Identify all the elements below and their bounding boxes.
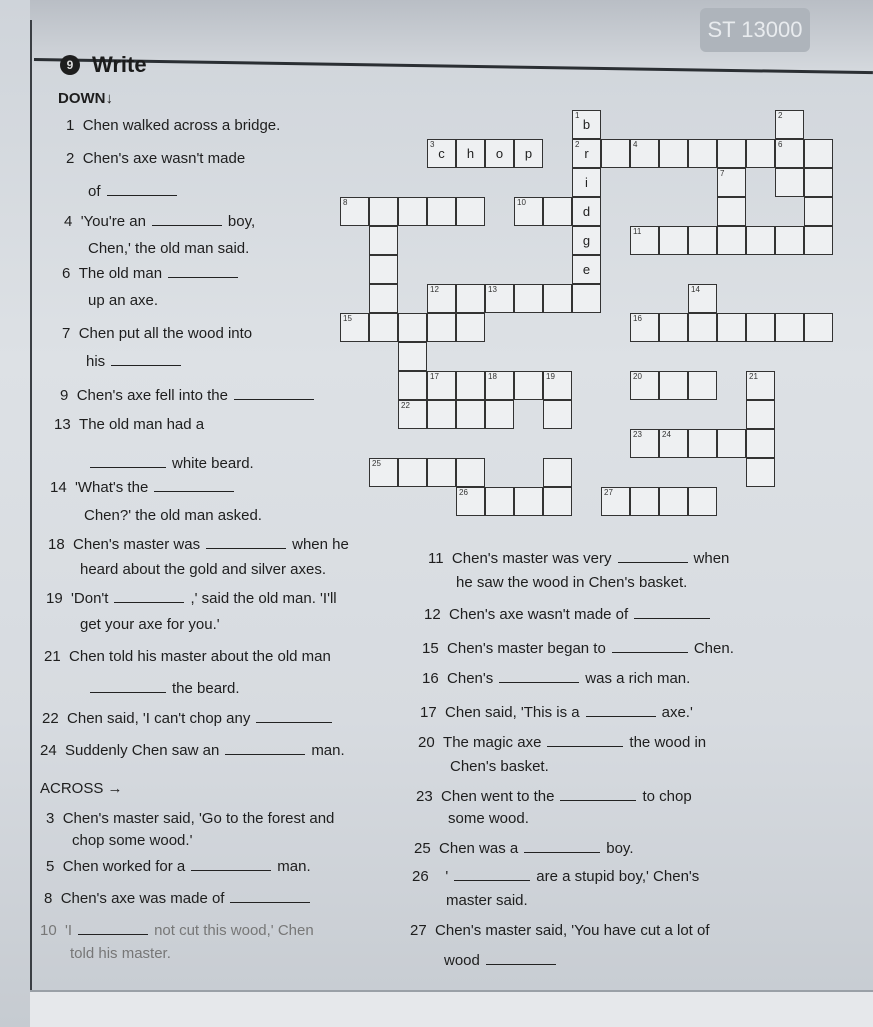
crossword-cell[interactable]: [485, 284, 514, 313]
crossword-cell[interactable]: [572, 284, 601, 313]
down-clue-19: 19 'Don't ,' said the old man. 'I'll: [46, 590, 337, 607]
across-clue-11: 11 Chen's master was very when: [428, 550, 730, 567]
crossword-cell[interactable]: [775, 168, 804, 197]
down-clue-2: 2 Chen's axe wasn't made: [66, 150, 246, 167]
across-clue-16: 16 Chen's was a rich man.: [422, 670, 691, 687]
crossword-cell[interactable]: [630, 371, 659, 400]
cell-number: 11: [633, 227, 642, 236]
down-clue-4: 4 'You're an boy,: [64, 213, 256, 230]
crossword-cell[interactable]: [514, 487, 543, 516]
answer-blank[interactable]: [154, 481, 234, 492]
crossword-cell[interactable]: [398, 313, 427, 342]
down-clue-14-cont: Chen?' the old man asked.: [84, 507, 262, 524]
crossword-cell[interactable]: [804, 197, 833, 226]
cell-letter: e: [582, 262, 591, 277]
crossword-cell[interactable]: [572, 139, 601, 168]
crossword-cell[interactable]: [485, 371, 514, 400]
page-left-edge: [30, 20, 32, 1027]
crossword-cell[interactable]: [630, 429, 659, 458]
down-clue-14: 14 'What's the: [50, 479, 240, 496]
down-clue-1: 1 Chen walked across a bridge.: [66, 117, 281, 134]
crossword-cell[interactable]: [688, 313, 717, 342]
down-heading: DOWN↓: [58, 90, 113, 107]
crossword-cell[interactable]: [659, 313, 688, 342]
crossword-cell[interactable]: [746, 429, 775, 458]
across-clue-3-cont: chop some wood.': [72, 832, 193, 849]
answer-blank[interactable]: [78, 924, 148, 935]
down-clue-2-cont: of: [88, 183, 183, 200]
answer-blank[interactable]: [586, 706, 656, 717]
crossword-cell[interactable]: [572, 110, 601, 139]
down-clue-7: 7 Chen put all the wood into: [62, 325, 253, 342]
across-clue-17: 17 Chen said, 'This is a axe.': [420, 704, 693, 721]
crossword-cell[interactable]: [456, 458, 485, 487]
cell-number: 7: [720, 169, 725, 178]
answer-blank[interactable]: [634, 608, 710, 619]
crossword-cell[interactable]: [717, 313, 746, 342]
down-clue-6-cont: up an axe.: [88, 292, 159, 309]
crossword-cell[interactable]: [456, 197, 485, 226]
across-clue-8: 8 Chen's axe was made of: [44, 890, 316, 907]
cell-letter: p: [524, 146, 533, 161]
crossword-cell[interactable]: [717, 168, 746, 197]
crossword-cell[interactable]: [543, 197, 572, 226]
crossword-cell[interactable]: [630, 313, 659, 342]
cell-number: 2: [778, 111, 783, 120]
crossword-cell[interactable]: [804, 313, 833, 342]
crossword-cell[interactable]: [572, 168, 601, 197]
cell-number: 25: [372, 459, 381, 468]
crossword-cell[interactable]: [514, 139, 543, 168]
cell-letter: d: [582, 204, 591, 219]
down-clue-18-cont: heard about the gold and silver axes.: [80, 561, 326, 578]
crossword-cell[interactable]: [659, 429, 688, 458]
crossword-cell[interactable]: [572, 255, 601, 284]
answer-blank[interactable]: [547, 736, 623, 747]
across-clue-5: 5 Chen worked for a man.: [46, 858, 311, 875]
crossword-cell[interactable]: [543, 400, 572, 429]
crossword-cell[interactable]: [572, 197, 601, 226]
cell-number: 26: [459, 488, 468, 497]
crossword-cell[interactable]: [775, 139, 804, 168]
crossword-cell[interactable]: [717, 197, 746, 226]
crossword-cell[interactable]: [543, 284, 572, 313]
answer-blank[interactable]: [524, 842, 600, 853]
crossword-cell[interactable]: [514, 284, 543, 313]
answer-blank[interactable]: [486, 954, 556, 965]
cell-number: 14: [691, 285, 700, 294]
crossword-cell[interactable]: [659, 371, 688, 400]
answer-blank[interactable]: [90, 457, 166, 468]
across-clue-26: 26 ' are a stupid boy,' Chen's: [412, 868, 700, 885]
answer-blank[interactable]: [90, 682, 166, 693]
cell-number: 19: [546, 372, 555, 381]
cell-letter: g: [582, 233, 591, 248]
crossword-cell[interactable]: [398, 458, 427, 487]
crossword-cell[interactable]: [688, 371, 717, 400]
down-clue-13-cont: white beard.: [84, 455, 254, 472]
cell-number: 20: [633, 372, 642, 381]
down-clue-24: 24 Suddenly Chen saw an man.: [40, 742, 345, 759]
across-clue-23: 23 Chen went to the to chop: [416, 788, 692, 805]
crossword-cell[interactable]: [746, 313, 775, 342]
cell-number: 4: [633, 140, 638, 149]
crossword-cell[interactable]: [369, 197, 398, 226]
crossword-cell[interactable]: [543, 458, 572, 487]
crossword-cell[interactable]: [659, 226, 688, 255]
crossword-cell[interactable]: [601, 487, 630, 516]
exercise-title: Write: [92, 52, 147, 77]
cell-number: 8: [343, 198, 348, 207]
crossword-cell[interactable]: [398, 342, 427, 371]
answer-blank[interactable]: [107, 185, 177, 196]
crossword-cell[interactable]: [746, 139, 775, 168]
crossword-cell[interactable]: [340, 197, 369, 226]
cell-letter: i: [585, 175, 588, 190]
crossword-cell[interactable]: [485, 139, 514, 168]
crossword-cell[interactable]: [804, 168, 833, 197]
crossword-cell[interactable]: [688, 284, 717, 313]
down-clue-6: 6 The old man: [62, 265, 244, 282]
across-clue-20: 20 The magic axe the wood in: [418, 734, 707, 751]
crossword-cell[interactable]: [804, 139, 833, 168]
crossword-cell[interactable]: [775, 226, 804, 255]
crossword-cell[interactable]: [456, 371, 485, 400]
crossword-cell[interactable]: [717, 226, 746, 255]
across-clue-11-cont: he saw the wood in Chen's basket.: [456, 574, 688, 591]
answer-blank[interactable]: [191, 860, 271, 871]
across-clue-10: 10 'I not cut this wood,' Chen: [40, 922, 314, 939]
down-clue-18: 18 Chen's master was when he: [48, 536, 349, 553]
crossword-cell[interactable]: [514, 197, 543, 226]
crossword-cell[interactable]: [746, 371, 775, 400]
cell-letter: h: [466, 146, 475, 161]
answer-blank[interactable]: [560, 790, 636, 801]
crossword-cell[interactable]: [427, 284, 456, 313]
answer-blank[interactable]: [230, 892, 310, 903]
across-clue-20-cont: Chen's basket.: [450, 758, 549, 775]
crossword-cell[interactable]: [746, 226, 775, 255]
crossword-cell[interactable]: [514, 371, 543, 400]
crossword-cell[interactable]: [572, 226, 601, 255]
corner-badge: ST 13000: [700, 8, 810, 52]
crossword-cell[interactable]: [369, 284, 398, 313]
cell-letter: o: [495, 146, 504, 161]
answer-blank[interactable]: [152, 215, 222, 226]
across-clue-12: 12 Chen's axe wasn't made of: [424, 606, 716, 623]
crossword-cell[interactable]: [688, 429, 717, 458]
crossword-cell[interactable]: [427, 313, 456, 342]
cell-number: 27: [604, 488, 613, 497]
crossword-cell[interactable]: [543, 487, 572, 516]
across-heading: ACROSS →: [40, 780, 123, 797]
down-clue-7-cont: his: [86, 353, 187, 370]
cell-number: 17: [430, 372, 439, 381]
crossword-cell[interactable]: [688, 226, 717, 255]
crossword-cell[interactable]: [746, 458, 775, 487]
crossword-cell[interactable]: [427, 371, 456, 400]
cell-number: 15: [343, 314, 352, 323]
cell-number: 3: [430, 140, 435, 149]
crossword-cell[interactable]: [630, 487, 659, 516]
crossword-cell[interactable]: [427, 458, 456, 487]
answer-blank[interactable]: [206, 538, 286, 549]
cell-number: 12: [430, 285, 439, 294]
answer-blank[interactable]: [618, 552, 688, 563]
crossword-cell[interactable]: [340, 313, 369, 342]
across-clue-27-cont: wood: [444, 952, 562, 969]
cell-number: 18: [488, 372, 497, 381]
crossword-cell[interactable]: [601, 139, 630, 168]
crossword-cell[interactable]: [398, 197, 427, 226]
down-clue-4-cont: Chen,' the old man said.: [88, 240, 250, 257]
down-clue-22: 22 Chen said, 'I can't chop any: [42, 710, 338, 727]
cell-number: 2: [575, 140, 580, 149]
across-clue-25: 25 Chen was a boy.: [414, 840, 634, 857]
crossword-cell[interactable]: [717, 429, 746, 458]
answer-blank[interactable]: [256, 712, 332, 723]
crossword-cell[interactable]: [775, 313, 804, 342]
down-clue-19-cont: get your axe for you.': [80, 616, 220, 633]
cell-number: 1: [575, 111, 580, 120]
crossword-cell[interactable]: [804, 226, 833, 255]
across-clue-23-cont: some wood.: [448, 810, 529, 827]
down-clue-9: 9 Chen's axe fell into the: [60, 387, 320, 404]
crossword-cell[interactable]: [659, 139, 688, 168]
page-bottom-strip: [30, 990, 873, 1027]
crossword-cell[interactable]: [543, 371, 572, 400]
answer-blank[interactable]: [499, 672, 579, 683]
cell-number: 6: [778, 140, 783, 149]
crossword-cell[interactable]: [456, 313, 485, 342]
crossword-cell[interactable]: [630, 139, 659, 168]
cell-letter: r: [584, 146, 589, 161]
answer-blank[interactable]: [234, 389, 314, 400]
crossword-cell[interactable]: [456, 400, 485, 429]
down-clue-13: 13 The old man had a: [54, 416, 205, 433]
crossword-cell[interactable]: [746, 400, 775, 429]
crossword-cell[interactable]: [398, 400, 427, 429]
down-clue-21-cont: the beard.: [84, 680, 240, 697]
crossword-cell[interactable]: [630, 226, 659, 255]
cell-number: 22: [401, 401, 410, 410]
answer-blank[interactable]: [111, 355, 181, 366]
down-clue-21: 21 Chen told his master about the old man: [44, 648, 331, 665]
cell-letter: b: [582, 117, 591, 132]
crossword-cell[interactable]: [369, 458, 398, 487]
crossword-cell[interactable]: [427, 139, 456, 168]
crossword-grid: [340, 110, 840, 530]
answer-blank[interactable]: [454, 870, 530, 881]
answer-blank[interactable]: [114, 592, 184, 603]
crossword-cell[interactable]: [659, 487, 688, 516]
cell-letter: c: [438, 146, 445, 161]
across-clue-15: 15 Chen's master began to Chen.: [422, 640, 734, 657]
crossword-cell[interactable]: [427, 197, 456, 226]
across-clue-10-cont: told his master.: [70, 945, 171, 962]
crossword-cell[interactable]: [369, 313, 398, 342]
crossword-cell[interactable]: [688, 139, 717, 168]
across-clue-3: 3 Chen's master said, 'Go to the forest and: [46, 810, 335, 827]
crossword-cell[interactable]: [369, 255, 398, 284]
cell-number: 23: [633, 430, 642, 439]
cell-number: 21: [749, 372, 758, 381]
cell-number: 13: [488, 285, 497, 294]
answer-blank[interactable]: [225, 744, 305, 755]
crossword-cell[interactable]: [485, 487, 514, 516]
crossword-cell[interactable]: [775, 110, 804, 139]
crossword-cell[interactable]: [485, 400, 514, 429]
answer-blank[interactable]: [168, 267, 238, 278]
crossword-cell[interactable]: [688, 487, 717, 516]
crossword-cell[interactable]: [717, 139, 746, 168]
crossword-cell[interactable]: [398, 371, 427, 400]
crossword-cell[interactable]: [456, 284, 485, 313]
across-clue-26-cont: master said.: [446, 892, 528, 909]
crossword-cell[interactable]: [369, 226, 398, 255]
cell-number: 24: [662, 430, 671, 439]
answer-blank[interactable]: [612, 642, 688, 653]
exercise-number: 9: [60, 55, 80, 75]
crossword-cell[interactable]: [456, 139, 485, 168]
crossword-cell[interactable]: [427, 400, 456, 429]
across-clue-27: 27 Chen's master said, 'You have cut a lot of: [410, 922, 710, 939]
crossword-cell[interactable]: [456, 487, 485, 516]
cell-number: 16: [633, 314, 642, 323]
cell-number: 10: [517, 198, 526, 207]
